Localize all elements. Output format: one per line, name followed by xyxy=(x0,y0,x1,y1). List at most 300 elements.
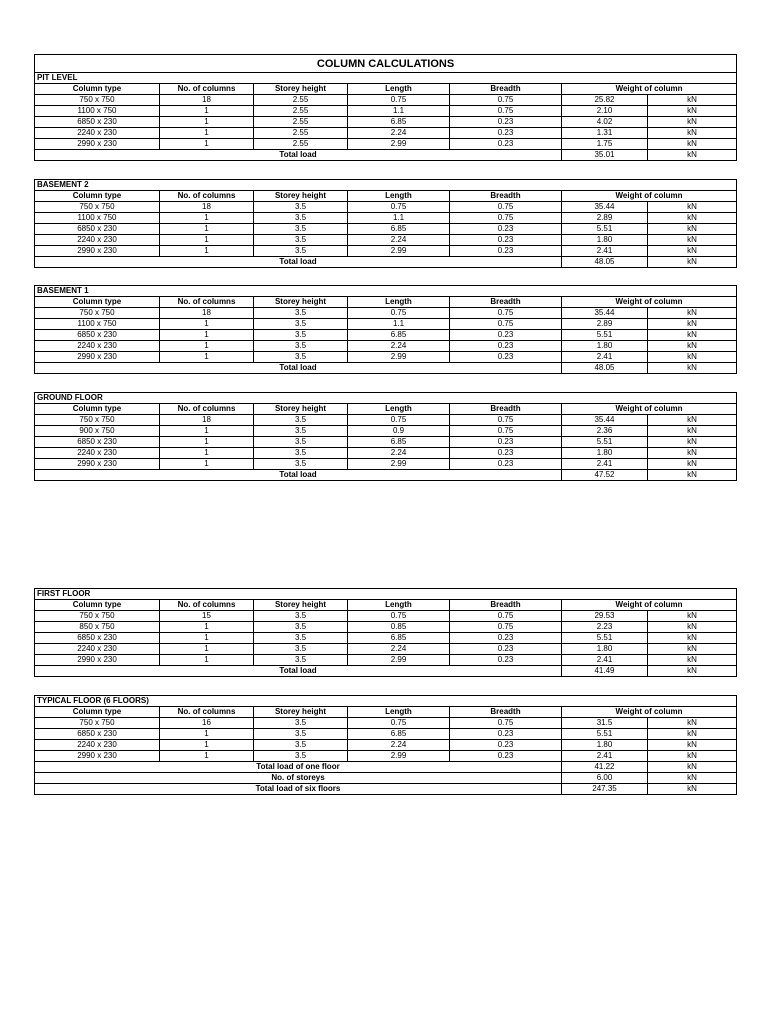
cell-count: 18 xyxy=(160,95,254,106)
cell-type: 750 x 750 xyxy=(35,611,160,622)
cell-count: 18 xyxy=(160,202,254,213)
column-header: Weight of column xyxy=(562,191,737,202)
cell-breadth: 0.23 xyxy=(450,448,562,459)
cell-weight: 2.89 xyxy=(562,319,648,330)
cell-count: 1 xyxy=(160,224,254,235)
cell-breadth: 0.23 xyxy=(450,117,562,128)
total-row xyxy=(35,666,737,677)
cell-length: 0.9 xyxy=(348,426,450,437)
cell-type: 2240 x 230 xyxy=(35,448,160,459)
cell-height: 3.5 xyxy=(254,633,348,644)
cell-count: 1 xyxy=(160,352,254,363)
cell-type: 6850 x 230 xyxy=(35,437,160,448)
column-header: No. of columns xyxy=(160,84,254,95)
cell-height: 3.5 xyxy=(254,448,348,459)
cell-count: 1 xyxy=(160,246,254,257)
cell-count: 18 xyxy=(160,415,254,426)
total-label: Total load xyxy=(35,363,562,374)
cell-length: 1.1 xyxy=(348,213,450,224)
cell-breadth: 0.23 xyxy=(450,128,562,139)
cell-count: 1 xyxy=(160,729,254,740)
cell-unit: kN xyxy=(648,633,737,644)
cell-type: 900 x 750 xyxy=(35,426,160,437)
section-title: TYPICAL FLOOR (6 FLOORS) xyxy=(35,696,737,707)
cell-unit: kN xyxy=(648,415,737,426)
table-row xyxy=(35,106,737,117)
cell-unit: kN xyxy=(648,139,737,150)
cell-type: 1100 x 750 xyxy=(35,213,160,224)
cell-type: 2990 x 230 xyxy=(35,655,160,666)
cell-height: 3.5 xyxy=(254,459,348,470)
cell-height: 3.5 xyxy=(254,740,348,751)
section-table xyxy=(34,392,737,481)
table-row xyxy=(35,611,737,622)
column-header: Weight of column xyxy=(562,600,737,611)
cell-length: 1.1 xyxy=(348,319,450,330)
cell-count: 1 xyxy=(160,448,254,459)
cell-length: 0.75 xyxy=(348,95,450,106)
total-label: Total load of one floor xyxy=(35,762,562,773)
column-header: Length xyxy=(348,297,450,308)
section-title: FIRST FLOOR xyxy=(35,589,737,600)
cell-breadth: 0.23 xyxy=(450,729,562,740)
cell-breadth: 0.23 xyxy=(450,330,562,341)
column-header: No. of columns xyxy=(160,297,254,308)
cell-breadth: 0.23 xyxy=(450,459,562,470)
column-header: No. of columns xyxy=(160,404,254,415)
cell-unit: kN xyxy=(648,224,737,235)
section-table xyxy=(34,285,737,374)
cell-weight: 35.44 xyxy=(562,415,648,426)
cell-breadth: 0.75 xyxy=(450,415,562,426)
column-header: Weight of column xyxy=(562,297,737,308)
table-row xyxy=(35,729,737,740)
cell-weight: 5.51 xyxy=(562,633,648,644)
column-header: Weight of column xyxy=(562,404,737,415)
cell-count: 1 xyxy=(160,437,254,448)
table-row xyxy=(35,437,737,448)
cell-unit: kN xyxy=(648,117,737,128)
cell-type: 2240 x 230 xyxy=(35,128,160,139)
page-title: COLUMN CALCULATIONS xyxy=(35,55,737,73)
total-unit: kN xyxy=(648,363,737,374)
cell-unit: kN xyxy=(648,106,737,117)
cell-type: 6850 x 230 xyxy=(35,633,160,644)
cell-length: 2.99 xyxy=(348,751,450,762)
table-row xyxy=(35,352,737,363)
cell-count: 1 xyxy=(160,139,254,150)
cell-unit: kN xyxy=(648,308,737,319)
table-row xyxy=(35,330,737,341)
table-row xyxy=(35,213,737,224)
cell-weight: 1.80 xyxy=(562,341,648,352)
cell-type: 750 x 750 xyxy=(35,415,160,426)
cell-unit: kN xyxy=(648,437,737,448)
cell-breadth: 0.75 xyxy=(450,106,562,117)
cell-height: 3.5 xyxy=(254,330,348,341)
column-header: Storey height xyxy=(254,600,348,611)
section-table xyxy=(34,54,737,161)
column-header: Column type xyxy=(35,84,160,95)
column-header: Weight of column xyxy=(562,707,737,718)
cell-height: 3.5 xyxy=(254,224,348,235)
cell-length: 6.85 xyxy=(348,117,450,128)
cell-count: 1 xyxy=(160,655,254,666)
cell-height: 3.5 xyxy=(254,202,348,213)
cell-type: 6850 x 230 xyxy=(35,224,160,235)
column-header: No. of columns xyxy=(160,707,254,718)
cell-length: 1.1 xyxy=(348,106,450,117)
cell-unit: kN xyxy=(648,330,737,341)
cell-height: 2.55 xyxy=(254,117,348,128)
cell-length: 6.85 xyxy=(348,633,450,644)
column-header: Breadth xyxy=(450,600,562,611)
cell-breadth: 0.23 xyxy=(450,751,562,762)
cell-breadth: 0.23 xyxy=(450,437,562,448)
total-unit: kN xyxy=(648,150,737,161)
cell-weight: 31.5 xyxy=(562,718,648,729)
cell-count: 1 xyxy=(160,330,254,341)
cell-height: 3.5 xyxy=(254,718,348,729)
cell-length: 2.24 xyxy=(348,128,450,139)
table-row xyxy=(35,740,737,751)
cell-unit: kN xyxy=(648,213,737,224)
cell-weight: 35.44 xyxy=(562,308,648,319)
cell-weight: 5.51 xyxy=(562,224,648,235)
cell-height: 3.5 xyxy=(254,341,348,352)
table-row xyxy=(35,235,737,246)
cell-height: 3.5 xyxy=(254,611,348,622)
cell-weight: 5.51 xyxy=(562,729,648,740)
column-header: Storey height xyxy=(254,707,348,718)
total-value: 41.49 xyxy=(562,666,648,677)
table-row xyxy=(35,139,737,150)
table-row xyxy=(35,718,737,729)
cell-count: 1 xyxy=(160,751,254,762)
cell-length: 2.24 xyxy=(348,644,450,655)
cell-height: 3.5 xyxy=(254,352,348,363)
cell-weight: 1.80 xyxy=(562,448,648,459)
cell-breadth: 0.23 xyxy=(450,655,562,666)
total-label: Total load xyxy=(35,666,562,677)
cell-breadth: 0.23 xyxy=(450,235,562,246)
total-unit: kN xyxy=(648,666,737,677)
column-header: Weight of column xyxy=(562,84,737,95)
total-value: 48.05 xyxy=(562,257,648,268)
cell-breadth: 0.23 xyxy=(450,633,562,644)
cell-weight: 2.41 xyxy=(562,655,648,666)
cell-weight: 29.53 xyxy=(562,611,648,622)
total-unit: kN xyxy=(648,784,737,795)
cell-height: 3.5 xyxy=(254,655,348,666)
section-title: GROUND FLOOR xyxy=(35,393,737,404)
cell-length: 0.75 xyxy=(348,308,450,319)
cell-height: 3.5 xyxy=(254,751,348,762)
column-header: Storey height xyxy=(254,191,348,202)
cell-length: 2.99 xyxy=(348,352,450,363)
cell-type: 6850 x 230 xyxy=(35,729,160,740)
cell-breadth: 0.75 xyxy=(450,202,562,213)
cell-count: 18 xyxy=(160,308,254,319)
cell-unit: kN xyxy=(648,352,737,363)
cell-length: 2.24 xyxy=(348,448,450,459)
cell-count: 1 xyxy=(160,128,254,139)
cell-height: 3.5 xyxy=(254,246,348,257)
total-label: No. of storeys xyxy=(35,773,562,784)
table-row xyxy=(35,459,737,470)
cell-unit: kN xyxy=(648,235,737,246)
cell-type: 850 x 750 xyxy=(35,622,160,633)
cell-type: 750 x 750 xyxy=(35,308,160,319)
section-title: BASEMENT 1 xyxy=(35,286,737,297)
total-row xyxy=(35,784,737,795)
cell-height: 3.5 xyxy=(254,319,348,330)
cell-height: 3.5 xyxy=(254,729,348,740)
cell-length: 2.99 xyxy=(348,139,450,150)
cell-type: 2240 x 230 xyxy=(35,235,160,246)
column-header: Length xyxy=(348,191,450,202)
total-value: 48.05 xyxy=(562,363,648,374)
cell-height: 3.5 xyxy=(254,308,348,319)
table-row xyxy=(35,655,737,666)
cell-count: 1 xyxy=(160,319,254,330)
column-header: Column type xyxy=(35,600,160,611)
table-row xyxy=(35,622,737,633)
cell-weight: 4.02 xyxy=(562,117,648,128)
cell-height: 2.55 xyxy=(254,128,348,139)
total-row xyxy=(35,150,737,161)
cell-breadth: 0.23 xyxy=(450,341,562,352)
cell-weight: 2.89 xyxy=(562,213,648,224)
cell-length: 0.75 xyxy=(348,415,450,426)
cell-breadth: 0.23 xyxy=(450,139,562,150)
cell-breadth: 0.23 xyxy=(450,224,562,235)
cell-count: 1 xyxy=(160,117,254,128)
column-header: Column type xyxy=(35,297,160,308)
cell-weight: 2.36 xyxy=(562,426,648,437)
cell-length: 0.85 xyxy=(348,622,450,633)
cell-breadth: 0.75 xyxy=(450,622,562,633)
total-label: Total load xyxy=(35,150,562,161)
cell-height: 3.5 xyxy=(254,426,348,437)
cell-count: 1 xyxy=(160,213,254,224)
cell-unit: kN xyxy=(648,729,737,740)
cell-unit: kN xyxy=(648,95,737,106)
total-value: 6.00 xyxy=(562,773,648,784)
cell-weight: 2.41 xyxy=(562,246,648,257)
cell-length: 2.99 xyxy=(348,246,450,257)
total-row xyxy=(35,773,737,784)
cell-unit: kN xyxy=(648,740,737,751)
cell-breadth: 0.23 xyxy=(450,644,562,655)
cell-length: 6.85 xyxy=(348,729,450,740)
cell-height: 3.5 xyxy=(254,235,348,246)
cell-count: 1 xyxy=(160,341,254,352)
cell-count: 1 xyxy=(160,644,254,655)
cell-length: 6.85 xyxy=(348,330,450,341)
cell-weight: 2.10 xyxy=(562,106,648,117)
table-row xyxy=(35,341,737,352)
cell-breadth: 0.75 xyxy=(450,426,562,437)
cell-unit: kN xyxy=(648,319,737,330)
section-table xyxy=(34,179,737,268)
cell-breadth: 0.75 xyxy=(450,611,562,622)
cell-length: 2.24 xyxy=(348,740,450,751)
cell-height: 3.5 xyxy=(254,437,348,448)
total-value: 247.35 xyxy=(562,784,648,795)
column-header: Breadth xyxy=(450,191,562,202)
cell-breadth: 0.75 xyxy=(450,718,562,729)
cell-type: 1100 x 750 xyxy=(35,106,160,117)
table-row xyxy=(35,751,737,762)
section-title: BASEMENT 2 xyxy=(35,180,737,191)
cell-unit: kN xyxy=(648,426,737,437)
table-row xyxy=(35,319,737,330)
cell-type: 2990 x 230 xyxy=(35,139,160,150)
cell-type: 1100 x 750 xyxy=(35,319,160,330)
section-title: PIT LEVEL xyxy=(35,73,737,84)
table-row xyxy=(35,415,737,426)
cell-type: 750 x 750 xyxy=(35,718,160,729)
total-row xyxy=(35,257,737,268)
cell-unit: kN xyxy=(648,202,737,213)
cell-type: 6850 x 230 xyxy=(35,117,160,128)
cell-weight: 25.82 xyxy=(562,95,648,106)
cell-breadth: 0.23 xyxy=(450,740,562,751)
cell-breadth: 0.23 xyxy=(450,352,562,363)
cell-type: 2240 x 230 xyxy=(35,644,160,655)
total-value: 35.01 xyxy=(562,150,648,161)
table-row xyxy=(35,95,737,106)
cell-weight: 2.23 xyxy=(562,622,648,633)
cell-unit: kN xyxy=(648,751,737,762)
cell-count: 1 xyxy=(160,740,254,751)
cell-type: 2990 x 230 xyxy=(35,459,160,470)
total-row xyxy=(35,762,737,773)
cell-length: 0.75 xyxy=(348,718,450,729)
cell-weight: 1.80 xyxy=(562,644,648,655)
cell-count: 15 xyxy=(160,611,254,622)
total-unit: kN xyxy=(648,773,737,784)
column-header: Breadth xyxy=(450,707,562,718)
cell-unit: kN xyxy=(648,611,737,622)
column-header: No. of columns xyxy=(160,600,254,611)
cell-height: 3.5 xyxy=(254,622,348,633)
column-header: Length xyxy=(348,600,450,611)
cell-type: 2990 x 230 xyxy=(35,751,160,762)
cell-height: 2.55 xyxy=(254,95,348,106)
cell-weight: 1.80 xyxy=(562,740,648,751)
cell-type: 2990 x 230 xyxy=(35,352,160,363)
cell-type: 750 x 750 xyxy=(35,202,160,213)
cell-length: 2.24 xyxy=(348,341,450,352)
cell-count: 1 xyxy=(160,622,254,633)
column-header: Column type xyxy=(35,191,160,202)
cell-weight: 1.75 xyxy=(562,139,648,150)
cell-type: 750 x 750 xyxy=(35,95,160,106)
total-unit: kN xyxy=(648,257,737,268)
cell-height: 3.5 xyxy=(254,213,348,224)
cell-unit: kN xyxy=(648,128,737,139)
cell-unit: kN xyxy=(648,622,737,633)
cell-weight: 5.51 xyxy=(562,330,648,341)
cell-unit: kN xyxy=(648,341,737,352)
column-header: Storey height xyxy=(254,404,348,415)
total-label: Total load of six floors xyxy=(35,784,562,795)
cell-breadth: 0.75 xyxy=(450,95,562,106)
column-header: Length xyxy=(348,707,450,718)
cell-count: 16 xyxy=(160,718,254,729)
cell-breadth: 0.75 xyxy=(450,213,562,224)
cell-length: 2.99 xyxy=(348,459,450,470)
table-row xyxy=(35,202,737,213)
column-header: Breadth xyxy=(450,297,562,308)
column-header: Length xyxy=(348,84,450,95)
cell-unit: kN xyxy=(648,718,737,729)
column-header: Breadth xyxy=(450,404,562,415)
cell-count: 1 xyxy=(160,426,254,437)
column-header: Column type xyxy=(35,404,160,415)
table-row xyxy=(35,426,737,437)
cell-length: 0.75 xyxy=(348,202,450,213)
column-header: Length xyxy=(348,404,450,415)
table-row xyxy=(35,448,737,459)
cell-type: 2240 x 230 xyxy=(35,341,160,352)
table-row xyxy=(35,308,737,319)
total-row xyxy=(35,470,737,481)
cell-unit: kN xyxy=(648,644,737,655)
cell-height: 3.5 xyxy=(254,415,348,426)
table-row xyxy=(35,117,737,128)
cell-weight: 2.41 xyxy=(562,751,648,762)
cell-count: 1 xyxy=(160,235,254,246)
cell-count: 1 xyxy=(160,459,254,470)
cell-length: 2.99 xyxy=(348,655,450,666)
table-row xyxy=(35,128,737,139)
total-unit: kN xyxy=(648,470,737,481)
cell-length: 0.75 xyxy=(348,611,450,622)
cell-unit: kN xyxy=(648,246,737,257)
cell-weight: 35.44 xyxy=(562,202,648,213)
cell-length: 6.85 xyxy=(348,437,450,448)
cell-length: 6.85 xyxy=(348,224,450,235)
total-label: Total load xyxy=(35,470,562,481)
total-value: 47.52 xyxy=(562,470,648,481)
cell-weight: 5.51 xyxy=(562,437,648,448)
total-value: 41.22 xyxy=(562,762,648,773)
cell-count: 1 xyxy=(160,633,254,644)
cell-length: 2.24 xyxy=(348,235,450,246)
cell-unit: kN xyxy=(648,448,737,459)
cell-unit: kN xyxy=(648,655,737,666)
cell-height: 3.5 xyxy=(254,644,348,655)
total-row xyxy=(35,363,737,374)
column-header: Breadth xyxy=(450,84,562,95)
cell-weight: 2.41 xyxy=(562,352,648,363)
cell-type: 6850 x 230 xyxy=(35,330,160,341)
section-table xyxy=(34,695,737,795)
column-header: No. of columns xyxy=(160,191,254,202)
table-row xyxy=(35,633,737,644)
table-row xyxy=(35,644,737,655)
cell-type: 2240 x 230 xyxy=(35,740,160,751)
section-table xyxy=(34,588,737,677)
cell-weight: 1.80 xyxy=(562,235,648,246)
table-row xyxy=(35,224,737,235)
cell-breadth: 0.75 xyxy=(450,319,562,330)
cell-height: 2.55 xyxy=(254,106,348,117)
cell-weight: 2.41 xyxy=(562,459,648,470)
